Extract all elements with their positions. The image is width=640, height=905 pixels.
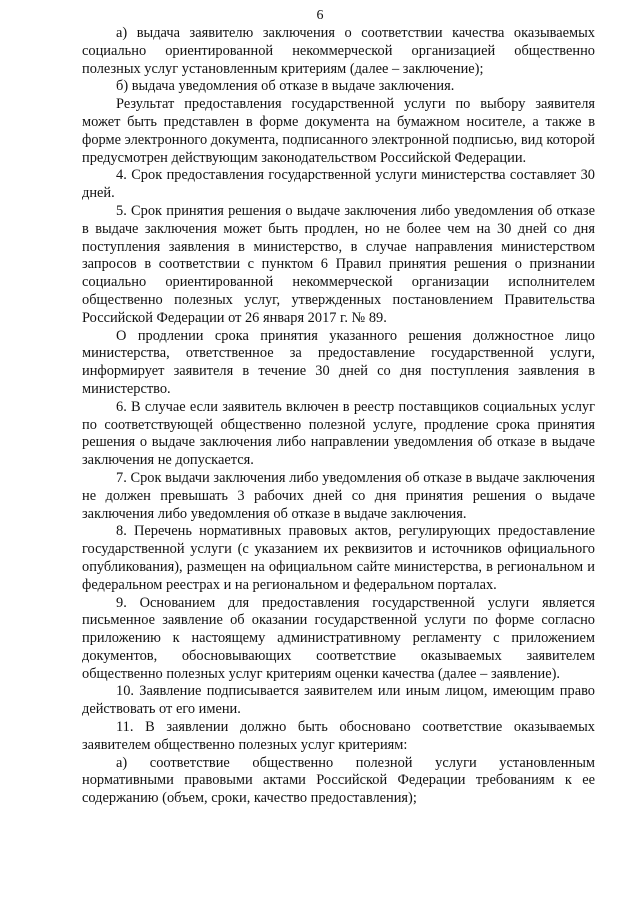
- paragraph-11: 11. В заявлении должно быть обосновано соответствие оказываемых заявителем общественно полезных услуг критериям:: [82, 719, 595, 753]
- paragraph-10: 10. Заявление подписывается заявителем или иным лицом, имеющим право действовать от его имени.: [82, 683, 595, 718]
- paragraph-9: 9. Основанием для предоставления государственной услуги является письменное заявление об оказании государственной услуги по форме согласно приложению к настоящему административному регламенту с приложением документов, обосновывающих соответствие оказываемых заявителем общественно полезных услуг критериям оценки качества (далее – заявление).: [82, 594, 595, 682]
- paragraph-11-a: а) соответствие общественно полезной услуги установленным нормативными правовыми актами Российской Федерации требованиям к ее содержанию (объем, сроки, качество предоставления);: [82, 754, 595, 807]
- page-number: 6: [316, 8, 324, 23]
- paragraph-item-a: а) выдача заявителю заключения о соответствии качества оказываемых социально ориентированной некоммерческой организацией общественно полезных услуг установленным критериям (далее – заключение);: [82, 25, 595, 77]
- paragraph-8: 8. Перечень нормативных правовых актов, регулирующих предоставление государственной услуги (с указанием их реквизитов и источников официального опубликования), размещен на официальном сайте министерства, в региональном и федеральном реестрах и на региональном и федеральном порталах.: [82, 523, 595, 593]
- paragraph-item-b: б) выдача уведомления об отказе в выдаче заключения.: [116, 78, 455, 95]
- paragraph-5: 5. Срок принятия решения о выдаче заключения либо уведомления об отказе в выдаче заключения может быть продлен, но не более чем на 30 дней со дня поступления заявления в министерство, в случае направления министерством запросов в соответствии с пунктом 6 Правил принятия решения о признании социально ориентированной некоммерческой организации исполнителем общественно полезных услуг, утвержденных постановлением Правительства Российской Федерации от 26 января 2017 г. № 89.: [82, 202, 595, 326]
- paragraph-extension: О продлении срока принятия указанного решения должностное лицо министерства, ответственное за предоставление государственной услуги, информирует заявителя в течение 30 дней со дня поступления заявления в министерство.: [82, 327, 595, 397]
- paragraph-result-form: Результат предоставления государственной услуги по выбору заявителя может быть представлен в форме документа на бумажном носителе, а также в форме электронного документа, подписанного электронной подписью, вид которой предусмотрен действующим законодательством Российской Федерации.: [82, 96, 595, 166]
- document-body: [82, 25, 595, 808]
- paragraph-7: 7. Срок выдачи заключения либо уведомления об отказе в выдаче заключения не должен превышать 3 рабочих дней со дня принятия решения о выдаче заключения либо уведомления об отказе в выдаче заключения.: [82, 469, 595, 522]
- paragraph-6: 6. В случае если заявитель включен в реестр поставщиков социальных услуг по соответствующей общественно полезной услуге, продление срока принятия решения о выдаче заключения либо направлении уведомления об отказе в выдаче заключения не допускается.: [82, 398, 595, 469]
- paragraph-4: 4. Срок предоставления государственной услуги министерства составляет 30 дней.: [82, 167, 595, 202]
